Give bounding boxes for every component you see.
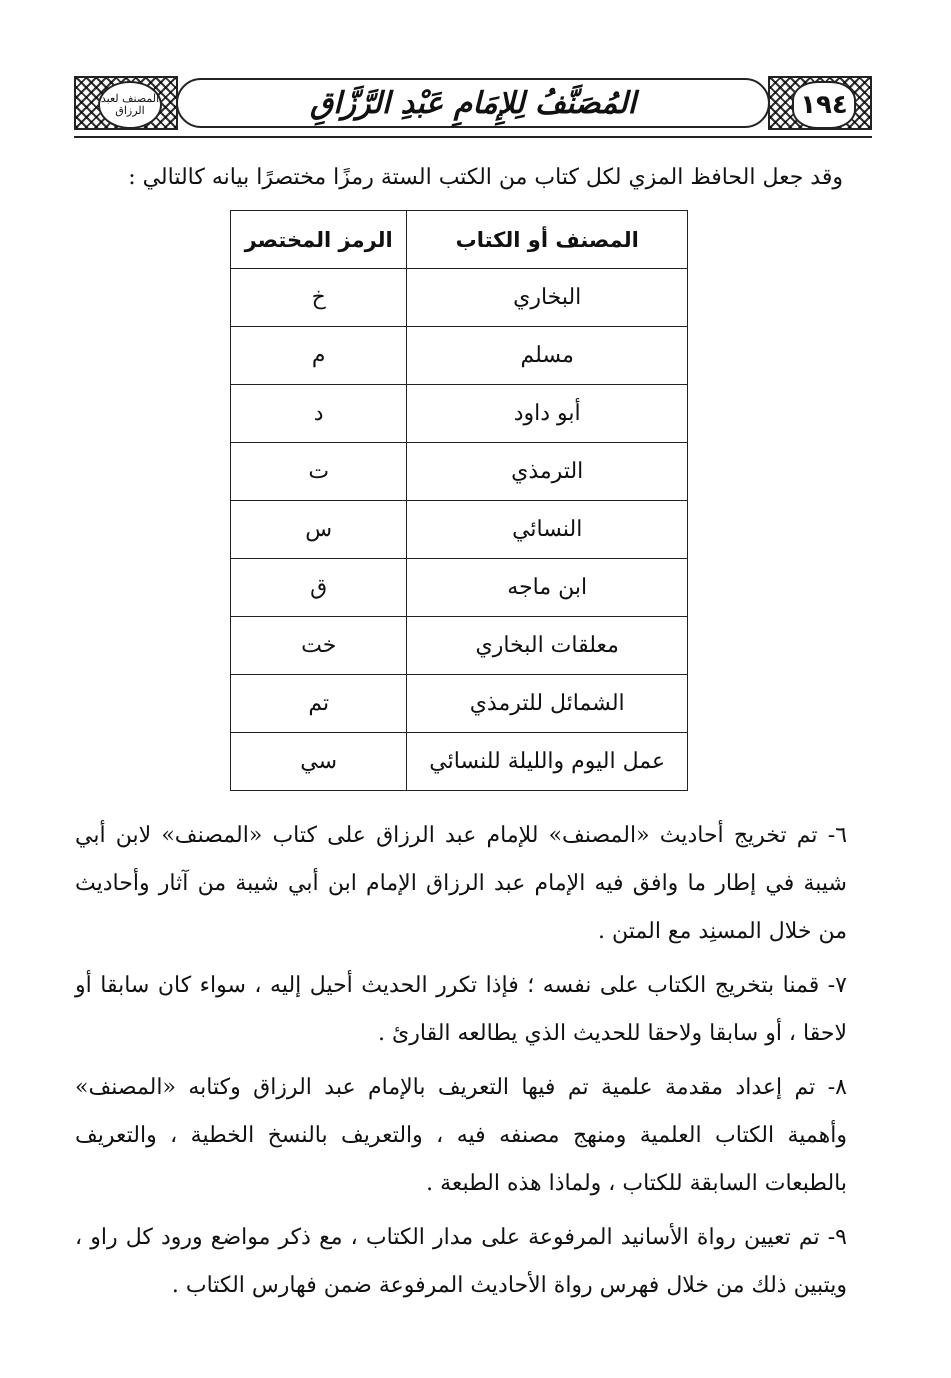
table-row <box>231 617 688 675</box>
book-cell: معلقات البخاري <box>407 617 688 675</box>
table-row <box>231 675 688 733</box>
item-text: تم إعداد مقدمة علمية تم فيها التعريف بالإمام عبد الرزاق وكتابه «المصنف» وأهمية الكتاب العلمية ومنهج مصنفه فيه ، والتعريف بالنسخ الخطية ، والتعريف بالطبعات السابقة للكتاب ، ولماذا هذه الطبعة . <box>75 1075 847 1196</box>
book-cell: ابن ماجه <box>407 559 688 617</box>
book-cell: مسلم <box>407 327 688 385</box>
page-number: ١٩٤ <box>800 90 848 120</box>
item-text: تم تخريج أحاديث «المصنف» للإمام عبد الرزاق على كتاب «المصنف» لابن أبي شيبة في إطار ما وافق فيه الإمام عبد الرزاق الإمام ابن أبي شيبة من آثار وأحاديث من خلال المسنِد مع المتن . <box>75 823 847 944</box>
column-header-symbol: الرمز المختصر <box>231 211 407 269</box>
book-cell: عمل اليوم والليلة للنسائي <box>407 733 688 791</box>
ornament-logo <box>74 76 178 130</box>
symbol-cell: د <box>231 385 407 443</box>
symbol-cell: خت <box>231 617 407 675</box>
page-header <box>74 72 872 134</box>
book-logo <box>98 81 162 129</box>
symbol-cell: خ <box>231 269 407 327</box>
header-rule <box>74 136 872 138</box>
item-text: تم تعيين رواة الأسانيد المرفوعة على مدار الكتاب ، مع ذكر مواضع ورود كل راو ، ويتبين ذلك من خلال فهرس رواة الأحاديث المرفوعة ضمن فهارس الكتاب . <box>75 1225 847 1298</box>
table-row <box>231 269 688 327</box>
abbreviations-table <box>230 210 688 791</box>
table-row <box>231 385 688 443</box>
page-number-medallion <box>792 81 856 129</box>
symbol-cell: تم <box>231 675 407 733</box>
logo-text: المصنف لعبد الرزاق <box>100 92 160 117</box>
symbol-cell: م <box>231 327 407 385</box>
item-number: ٦- <box>827 823 848 848</box>
numbered-list <box>75 812 847 1316</box>
table-row <box>231 327 688 385</box>
book-cell: الشمائل للترمذي <box>407 675 688 733</box>
column-header-book: المصنف أو الكتاب <box>407 211 688 269</box>
table-row <box>231 733 688 791</box>
list-item <box>75 1064 847 1208</box>
table-row <box>231 443 688 501</box>
book-cell: أبو داود <box>407 385 688 443</box>
symbol-cell: ق <box>231 559 407 617</box>
table-row <box>231 559 688 617</box>
symbol-cell: س <box>231 501 407 559</box>
symbol-cell: سي <box>231 733 407 791</box>
symbol-cell: ت <box>231 443 407 501</box>
title-banner <box>176 78 770 128</box>
intro-paragraph: وقد جعل الحافظ المزي لكل كتاب من الكتب الستة رمزًا مختصرًا بيانه كالتالي : <box>128 165 843 190</box>
item-text: قمنا بتخريج الكتاب على نفسه ؛ فإذا تكرر الحديث أحيل إليه ، سواء كان سابقا أو لاحقا ، أو سابقا ولاحقا للحديث الذي يطالعه القارئ . <box>75 973 847 1046</box>
item-number: ٧- <box>827 973 847 998</box>
book-cell: الترمذي <box>407 443 688 501</box>
item-number: ٨- <box>827 1075 847 1100</box>
list-item <box>75 1214 847 1310</box>
running-title: المُصَنَّفُ لِلإِمَامِ عَبْدِ الرَّزَّاقِ <box>310 85 636 121</box>
table-header-row <box>231 211 688 269</box>
item-number: ٩- <box>827 1225 847 1250</box>
list-item <box>75 962 847 1058</box>
table-row <box>231 501 688 559</box>
ornament-page-number <box>768 76 872 130</box>
book-cell: البخاري <box>407 269 688 327</box>
list-item <box>75 812 847 956</box>
book-cell: النسائي <box>407 501 688 559</box>
